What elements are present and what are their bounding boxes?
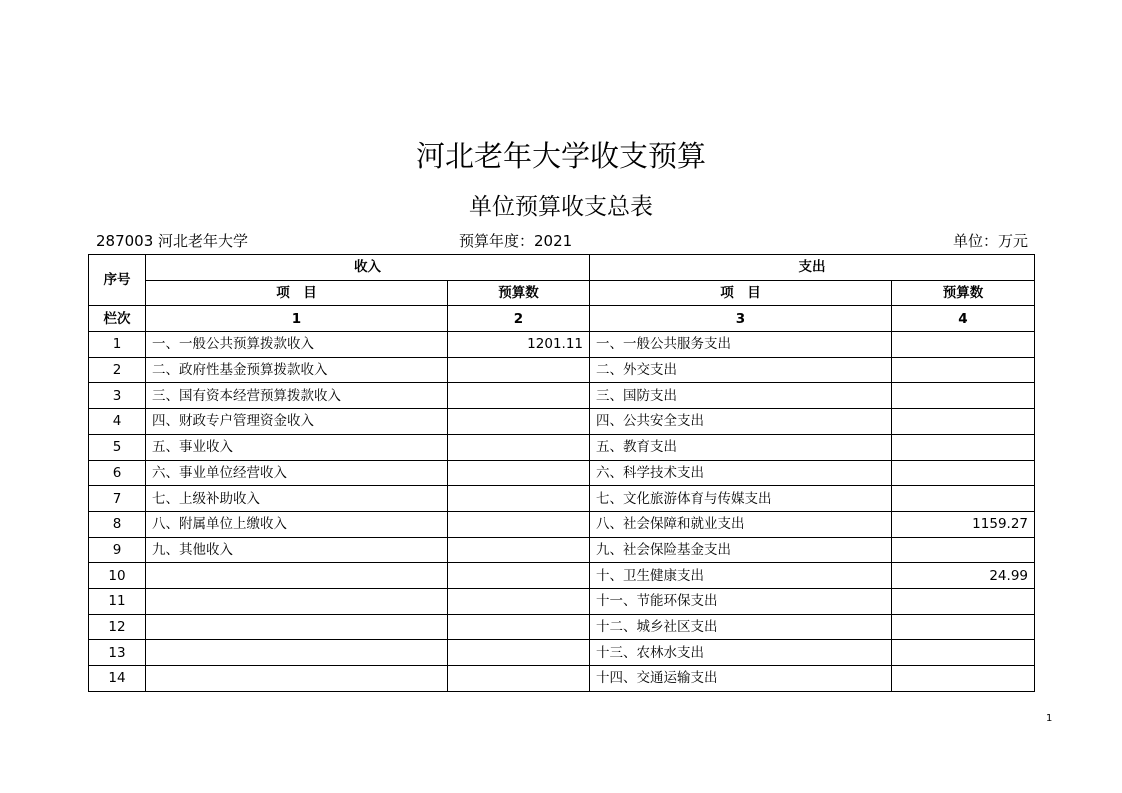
row-seq: 6: [89, 460, 146, 486]
unit-code-name: 287003 河北老年大学: [96, 232, 249, 250]
expense-amount: [892, 332, 1035, 358]
income-amount: [448, 511, 590, 537]
column-number-3: 3: [590, 306, 892, 332]
income-amount: [448, 357, 590, 383]
expense-item: 十、卫生健康支出: [590, 563, 892, 589]
income-amount: [448, 537, 590, 563]
table-row: [89, 409, 1035, 435]
income-item: 八、附属单位上缴收入: [146, 511, 448, 537]
expense-amount: [892, 666, 1035, 692]
income-header: 收入: [146, 255, 590, 281]
income-item: [146, 588, 448, 614]
row-seq: 8: [89, 511, 146, 537]
expense-amount: [892, 614, 1035, 640]
income-item: [146, 563, 448, 589]
income-amount: 1201.11: [448, 332, 590, 358]
expense-item: 五、教育支出: [590, 434, 892, 460]
expense-item: 八、社会保障和就业支出: [590, 511, 892, 537]
income-item: 二、政府性基金预算拨款收入: [146, 357, 448, 383]
expense-amount: [892, 537, 1035, 563]
row-seq: 10: [89, 563, 146, 589]
column-number-2: 2: [448, 306, 590, 332]
income-amount: [448, 409, 590, 435]
income-item: 四、财政专户管理资金收入: [146, 409, 448, 435]
expense-item: 九、社会保险基金支出: [590, 537, 892, 563]
document-subtitle: 单位预算收支总表: [469, 194, 653, 220]
income-item: [146, 640, 448, 666]
income-item: 五、事业收入: [146, 434, 448, 460]
table-row: [89, 511, 1035, 537]
row-seq: 9: [89, 537, 146, 563]
expense-item: 十一、节能环保支出: [590, 588, 892, 614]
expense-amount: [892, 588, 1035, 614]
income-amount: [448, 666, 590, 692]
table-row: [89, 332, 1035, 358]
income-item: 七、上级补助收入: [146, 486, 448, 512]
expense-amount: [892, 383, 1035, 409]
income-item: [146, 614, 448, 640]
table-row: [89, 357, 1035, 383]
table-row: [89, 640, 1035, 666]
expense-header: 支出: [590, 255, 1035, 281]
header-row-columns: [89, 280, 1035, 306]
expense-amount: [892, 434, 1035, 460]
income-amount: [448, 640, 590, 666]
row-seq: 14: [89, 666, 146, 692]
header-row-group: [89, 255, 1035, 281]
table-row: [89, 666, 1035, 692]
expense-item: 十二、城乡社区支出: [590, 614, 892, 640]
row-seq: 13: [89, 640, 146, 666]
income-amount: [448, 588, 590, 614]
expense-item: 十三、农林水支出: [590, 640, 892, 666]
seq-header: 序号: [89, 255, 146, 306]
income-item: [146, 666, 448, 692]
expense-item: 十四、交通运输支出: [590, 666, 892, 692]
table-row: [89, 563, 1035, 589]
income-amount: [448, 486, 590, 512]
income-amount: [448, 434, 590, 460]
document-title: 河北老年大学收支预算: [415, 139, 706, 173]
currency-unit: 单位：万元: [952, 232, 1028, 250]
income-item: 六、事业单位经营收入: [146, 460, 448, 486]
budget-year: 预算年度：2021: [459, 232, 573, 250]
row-seq: 12: [89, 614, 146, 640]
column-label: 栏次: [89, 306, 146, 332]
table-row: [89, 434, 1035, 460]
row-seq: 7: [89, 486, 146, 512]
income-item: 九、其他收入: [146, 537, 448, 563]
row-seq: 3: [89, 383, 146, 409]
row-seq: 2: [89, 357, 146, 383]
income-item-header: 项 目: [146, 280, 448, 306]
expense-amount: [892, 640, 1035, 666]
income-amount: [448, 614, 590, 640]
expense-amount: [892, 460, 1035, 486]
page-number: 1: [1046, 713, 1053, 724]
budget-summary-table: [88, 254, 1035, 692]
table-row: [89, 486, 1035, 512]
row-seq: 5: [89, 434, 146, 460]
row-seq: 4: [89, 409, 146, 435]
income-amount: [448, 383, 590, 409]
column-number-row: [89, 306, 1035, 332]
expense-amount: [892, 409, 1035, 435]
expense-item: 三、国防支出: [590, 383, 892, 409]
expense-item: 六、科学技术支出: [590, 460, 892, 486]
income-amount-header: 预算数: [448, 280, 590, 306]
table-row: [89, 588, 1035, 614]
column-number-4: 4: [892, 306, 1035, 332]
expense-amount-header: 预算数: [892, 280, 1035, 306]
expense-item: 一、一般公共服务支出: [590, 332, 892, 358]
row-seq: 1: [89, 332, 146, 358]
expense-item: 四、公共安全支出: [590, 409, 892, 435]
expense-item: 七、文化旅游体育与传媒支出: [590, 486, 892, 512]
table-row: [89, 460, 1035, 486]
income-item: 三、国有资本经营预算拨款收入: [146, 383, 448, 409]
expense-amount: 24.99: [892, 563, 1035, 589]
table-row: [89, 537, 1035, 563]
info-row: [96, 229, 1028, 253]
expense-amount: 1159.27: [892, 511, 1035, 537]
income-item: 一、一般公共预算拨款收入: [146, 332, 448, 358]
expense-item-header: 项 目: [590, 280, 892, 306]
income-amount: [448, 563, 590, 589]
expense-item: 二、外交支出: [590, 357, 892, 383]
income-amount: [448, 460, 590, 486]
row-seq: 11: [89, 588, 146, 614]
table-row: [89, 383, 1035, 409]
table-row: [89, 614, 1035, 640]
expense-amount: [892, 357, 1035, 383]
column-number-1: 1: [146, 306, 448, 332]
expense-amount: [892, 486, 1035, 512]
